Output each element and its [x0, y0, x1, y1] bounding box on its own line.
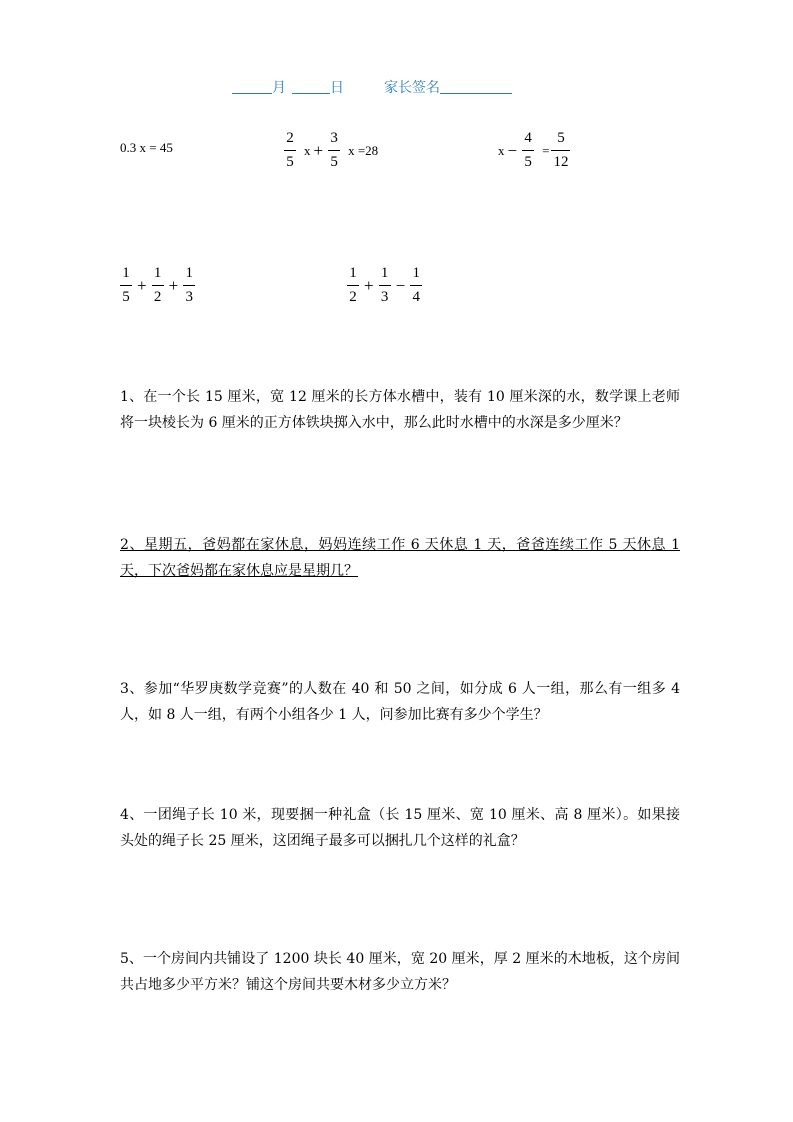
- problem-3: 3、参加“华罗庚数学竞赛”的人数在 40 和 50 之间，如分成 6 人一组，那么有一组多 4 人，如 8 人一组，有两个小组各少 1 人，问参加比赛有多少个学生？: [120, 681, 680, 723]
- plus-sign: +: [168, 275, 179, 295]
- worksheet-header: [232, 77, 512, 97]
- equation-1-text: 0.3 x = 45: [120, 140, 173, 155]
- day-label: 日: [330, 80, 344, 96]
- problem-2: 2、星期五，爸妈都在家休息，妈妈连续工作 6 天休息 1 天，爸爸连续工作 5 天休息 1 天，下次爸妈都在家休息应是星期几？: [120, 537, 680, 579]
- variable-x: x: [498, 142, 505, 158]
- fraction: $\frac{4}{5}$: [522, 131, 534, 170]
- minus-sign: −: [395, 275, 406, 295]
- day-blank[interactable]: [292, 79, 330, 94]
- variable-x: x: [304, 142, 311, 158]
- equation-1: [120, 140, 173, 156]
- plus-sign: +: [137, 275, 147, 295]
- fraction: $\frac{1}{3}$: [379, 266, 391, 305]
- expression-2: [345, 266, 424, 305]
- fraction: $\frac{2}{5}$: [284, 131, 296, 170]
- fraction: $\frac{5}{12}$: [553, 130, 569, 170]
- problem-5: 5、一个房间内共铺设了 1200 块长 40 厘米，宽 20 厘米，厚 2 厘米的木地板，这个房间共占地多少平方米？铺这个房间共要木材多少立方米？: [120, 951, 680, 993]
- equation-2-rest: x =28: [348, 142, 379, 158]
- problem-1: 1、在一个长 15 厘米，宽 12 厘米的长方体水槽中，装有 10 厘米深的水，数学课上老师将一块棱长为 6 厘米的正方体铁块掷入水中，那么此时水槽中的水深是多少厘米？: [120, 389, 680, 431]
- fraction: $\frac{1}{2}$: [152, 266, 164, 305]
- plus-sign: +: [313, 140, 324, 160]
- fraction: $\frac{1}{5}$: [120, 266, 132, 305]
- signature-label: 家长签名: [384, 80, 440, 96]
- equation-2: [282, 131, 378, 170]
- equation-3: [498, 131, 572, 170]
- problem-4: 4、一团绳子长 10 米，现要捆一种礼盒（长 15 厘米、宽 10 厘米、高 8 厘米）。如果接头处的绳子长 25 厘米，这团绳子最多可以捆扎几个这样的礼盒？: [120, 807, 680, 849]
- fraction: $\frac{1}{2}$: [347, 266, 359, 305]
- minus-sign: −: [507, 140, 518, 160]
- fraction: $\frac{3}{5}$: [328, 131, 340, 170]
- signature-blank[interactable]: [440, 79, 512, 94]
- expression-1: [118, 266, 197, 305]
- month-blank[interactable]: [232, 79, 272, 94]
- month-label: 月: [272, 80, 286, 96]
- fraction: $\frac{1}{3}$: [183, 266, 195, 305]
- equals-sign: =: [542, 142, 550, 158]
- fraction: $\frac{1}{4}$: [410, 266, 422, 305]
- plus-sign: +: [364, 275, 374, 295]
